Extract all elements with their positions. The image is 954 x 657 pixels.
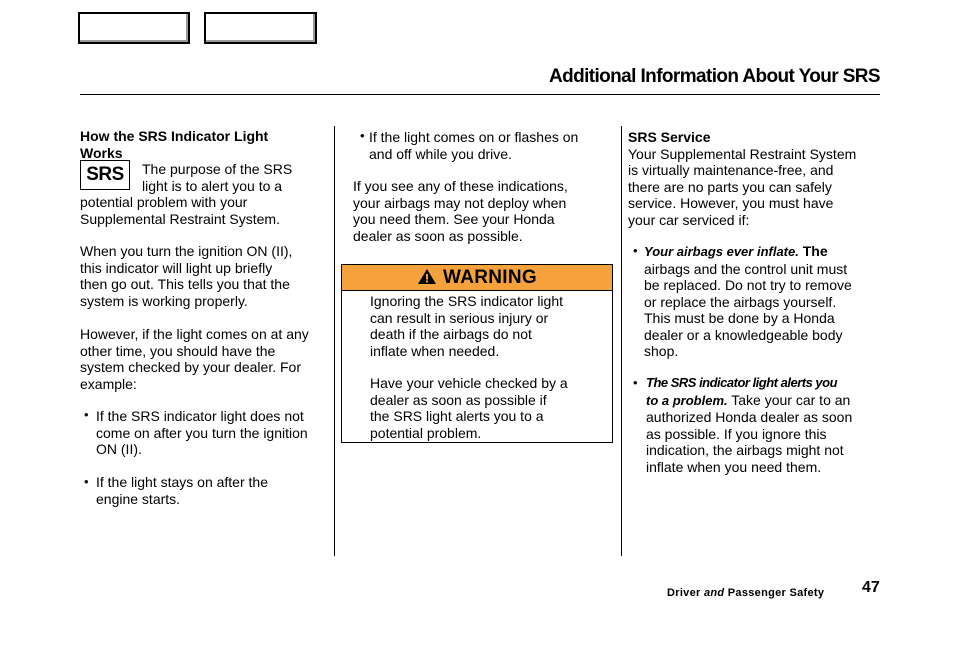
bullet-icon: • [633,243,638,258]
list-item: The SRS indicator light alerts you to a problem. Take your car to an authorized Honda dealer as soon as possible. If you ignore this indication, the airbags might not inflate when you need them. [646,375,853,475]
srs-indicator-icon: SRS [80,160,130,190]
list-item: Your airbags ever inflate. The airbags and the control unit must be replaced. Do not try to remove or replace the airbags yourself. This must be done by a Honda dealer or a knowledgeable body shop. [644,243,852,359]
warning-triangle-icon [417,268,437,285]
warning-header [342,265,612,291]
bullet-icon: • [84,474,89,489]
indications-paragraph: If you see any of these indications, your airbags may not deploy when you need them. See your Honda dealer as soon as possible. [353,178,568,244]
next-page-button[interactable] [204,12,317,44]
column-divider [621,126,622,556]
previous-page-button[interactable] [78,12,190,44]
intro-paragraph-cont: potential problem with your Supplemental Restraint System. [80,194,280,227]
page-number: 47 [862,579,880,596]
bullet-icon: • [633,375,638,390]
warning-paragraph: Ignoring the SRS indicator light can result in serious injury or death if the airbags do not inflate when needed. [370,293,563,359]
ignition-paragraph: When you turn the ignition ON (II), this indicator will light up briefly then go out. This tells you that the system is working properly. [80,243,293,309]
title-divider [80,94,880,95]
section-heading: SRS Service [628,129,711,145]
warning-heading: WARNING [443,267,537,288]
warning-paragraph: Have your vehicle checked by a dealer as soon as possible if the SRS light alerts you to a potential problem. [370,375,568,441]
column-divider [334,126,335,556]
warning-box [341,264,613,443]
section-heading: How the SRS Indicator Light Works [80,128,269,161]
however-paragraph: However, if the light comes on at any other time, you should have the system checked by your dealer. For example: [80,326,309,392]
srs-service-section: SRS Service Your Supplemental Restraint System is virtually maintenance-free, and there are no parts you can safely service. However, you must have your car serviced if: [628,129,884,228]
bullet-icon: • [84,407,89,422]
list-item: If the light comes on or flashes on and off while you drive. [369,129,579,162]
list-item: If the SRS indicator light does not come on after you turn the ignition ON (II). [96,408,308,457]
list-item: If the light stays on after the engine starts. [96,474,268,507]
page-title: Additional Information About Your SRS [548,66,880,87]
footer-section-label: Driver and Passenger Safety [667,587,825,599]
bullet-icon: • [360,128,365,143]
intro-paragraph: The purpose of the SRS light is to alert you to a [142,161,293,194]
